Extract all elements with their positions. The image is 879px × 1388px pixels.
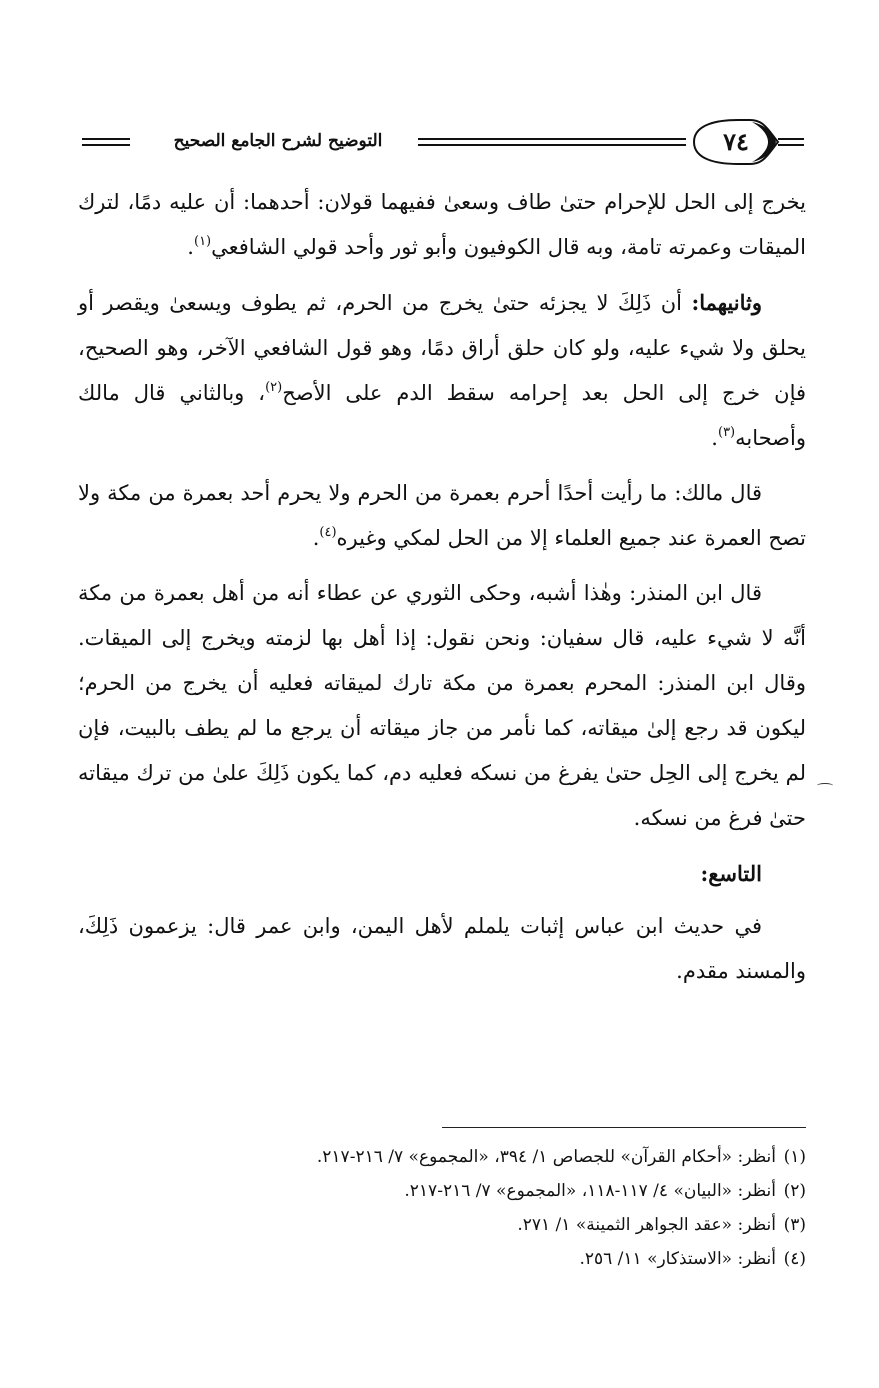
paragraph-2-text-b: ، وبالثاني قال مالك وأصحابه	[78, 381, 806, 450]
paragraph-3-end: .	[312, 526, 320, 550]
running-header	[78, 112, 806, 176]
paragraph-3-text: قال مالك: ما رأيت أحدًا أحرم بعمرة من الحرم ولا يحرم أحد بعمرة من مكة ولا تصح العمرة عند جميع العلماء إلا من الحل لمكي وغيره	[78, 481, 806, 550]
paragraph-1	[78, 180, 806, 270]
footnotes	[78, 1140, 806, 1276]
footnote-2	[78, 1174, 806, 1208]
running-title: التوضيح لشرح الجامع الصحيح	[146, 128, 410, 154]
footnote-text: أنظر: «أحكام القرآن» للجصاص ١/ ٣٩٤، «المجموع» ٧/ ٢١٦-٢١٧.	[316, 1147, 776, 1167]
paragraph-2-text: أن ذَلِكَ لا يجزئه حتىٰ يخرج من الحرم، ثم يطوف ويسعىٰ ويقصر أو يحلق ولا شيء عليه، ولو كان حلق أراق دمًا، وهو قول الشافعي الآخر، وهو الصحيح، فإن خرج إلى الحل بعد إحرامه سقط الدم على الأصح	[78, 291, 807, 405]
footnote-ref-4[interactable]: (٤)	[319, 525, 337, 540]
paragraph-4-text: قال ابن المنذر: وهٰذا أشبه، وحكى الثوري عن عطاء أنه من أهل بعمرة من مكة أنَّه لا شيء عليه، قال سفيان: ونحن نقول: إذا أهل بها لزمته ويخرج إلى الميقات. وقال ابن المنذر: المحرم بعمرة من مكة تارك لميقاته فعليه أن يخرج من الحرم؛ ليكون قد رجع إلىٰ ميقاته، كما نأمر من جاز ميقاته أن يرجع ما لم يطف بالبيت، فإن لم يخرج إلى الحِل حتىٰ يفرغ من نسكه فعليه دم، كما يكون ذَلِكَ علىٰ من ترك ميقاته حتىٰ فرغ من نسكه.	[78, 581, 806, 830]
footnote-text: أنظر: «عقد الجواهر الثمينة» ١/ ٢٧١.	[517, 1215, 776, 1235]
paragraph-4	[78, 571, 806, 841]
footnote-number: (٢)	[783, 1181, 806, 1201]
footnote-number: (٣)	[783, 1215, 806, 1235]
footnote-1	[78, 1140, 806, 1174]
footnote-ref-2[interactable]: (٢)	[265, 380, 283, 395]
footnote-text: أنظر: «البيان» ٤/ ١١٧-١١٨، «المجموع» ٧/ ٢١٦-٢١٧.	[404, 1181, 776, 1201]
paragraph-1-end: .	[187, 235, 194, 259]
paragraph-2-lead: وثانيهما:	[691, 290, 762, 315]
paragraph-5	[78, 904, 806, 994]
paragraph-2	[78, 280, 806, 461]
main-text	[78, 180, 806, 1004]
footnote-separator	[442, 1127, 806, 1128]
footnote-ref-3[interactable]: (٣)	[717, 425, 736, 440]
paragraph-3	[78, 471, 806, 561]
page-edge-mark	[817, 783, 833, 788]
section-heading: التاسع:	[700, 861, 762, 886]
paragraph-2-end: .	[711, 426, 718, 450]
page-number: ٧٤	[723, 127, 749, 156]
footnote-4	[78, 1242, 806, 1276]
paragraph-5-text: في حديث ابن عباس إثبات يلملم لأهل اليمن، وابن عمر قال: يزعمون ذَلِكَ، والمسند مقدم.	[78, 914, 806, 983]
footnote-text: أنظر: «الاستذكار» ١١/ ٢٥٦.	[579, 1249, 776, 1269]
footnote-number: (١)	[783, 1147, 806, 1167]
footnote-ref-1[interactable]: (١)	[193, 234, 212, 249]
paragraph-1-text: يخرج إلى الحل للإحرام حتىٰ طاف وسعىٰ ففيهما قولان: أحدهما: أن عليه دمًا، لترك الميقات وعمرته تامة، وبه قال الكوفيون وأبو ثور وأحد قولي الشافعي	[78, 190, 806, 259]
footnote-number: (٤)	[783, 1249, 806, 1269]
footnote-3	[78, 1208, 806, 1242]
